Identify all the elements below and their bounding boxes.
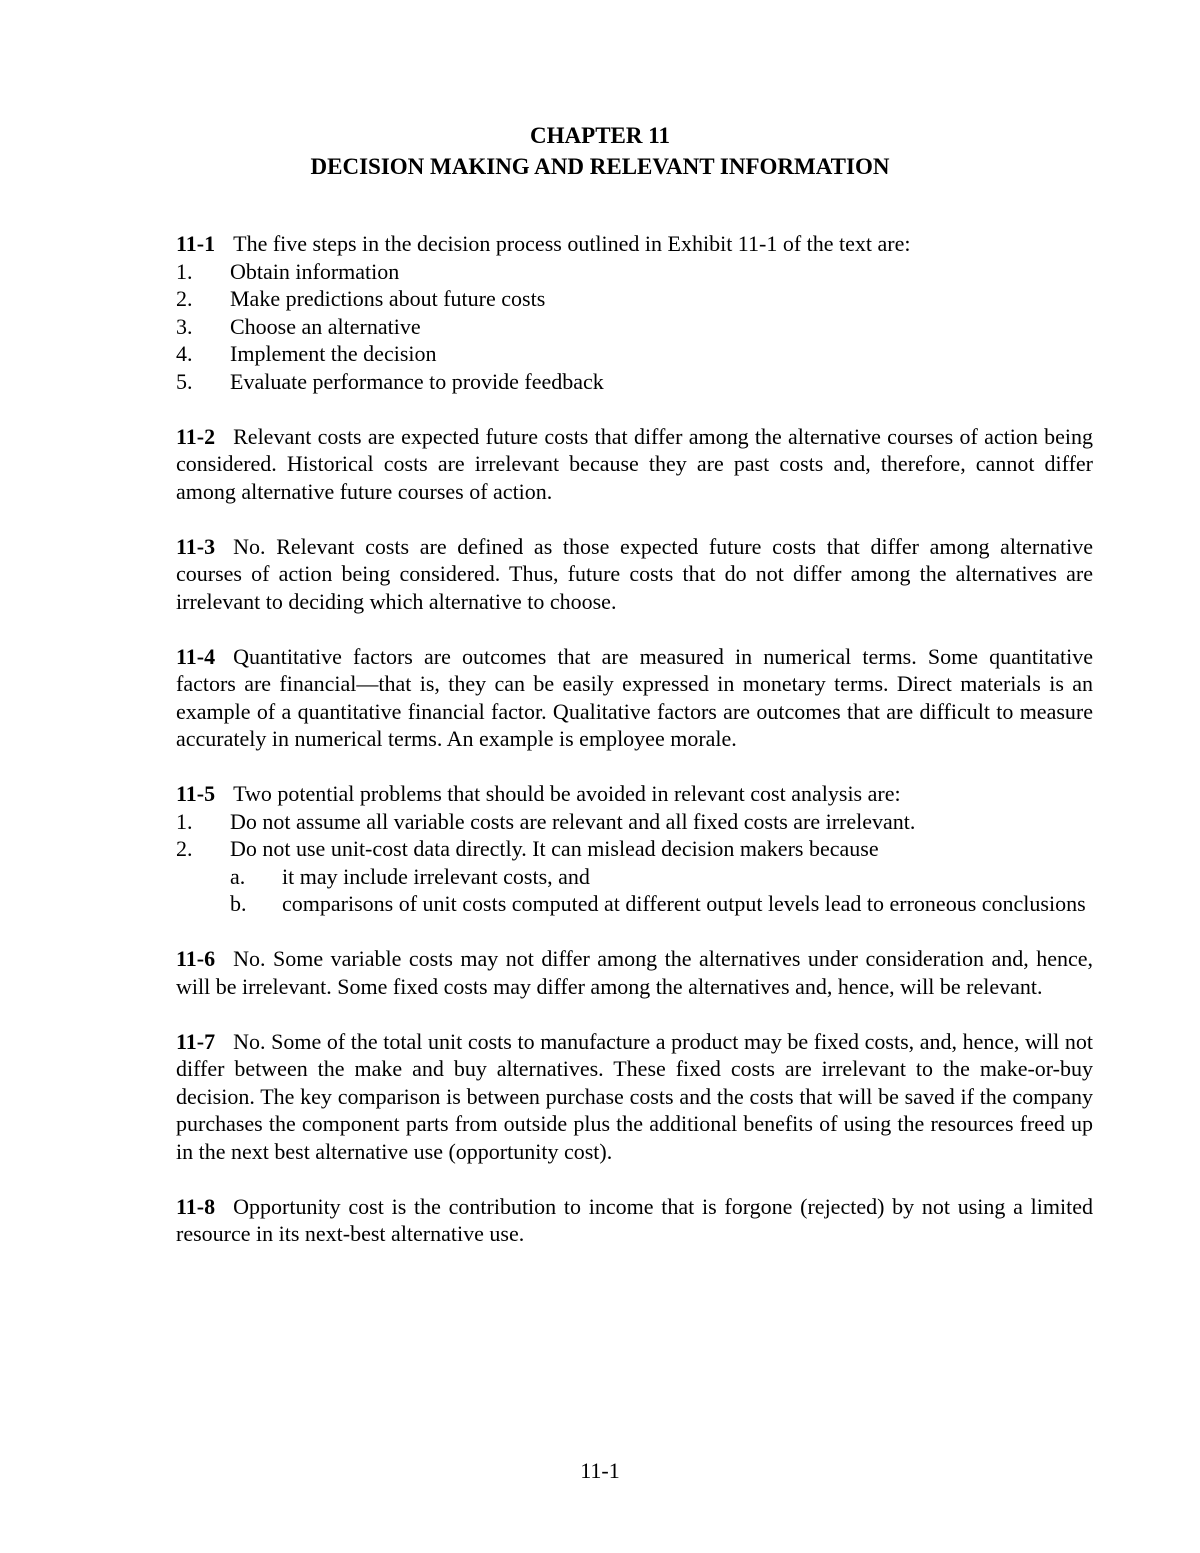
answer-number: 11-8 xyxy=(176,1193,216,1219)
list-item xyxy=(176,285,1093,313)
list-item xyxy=(176,258,1093,286)
answer-11-6 xyxy=(176,945,1093,1000)
answer-number: 11-5 xyxy=(176,781,216,806)
answer-11-4 xyxy=(176,643,1093,753)
answer-text: The five steps in the decision process outlined in Exhibit 11-1 of the text are: xyxy=(233,231,911,256)
list-item xyxy=(176,368,1093,396)
steps-list xyxy=(176,258,1093,396)
chapter-title: DECISION MAKING AND RELEVANT INFORMATION xyxy=(310,154,890,179)
answers-content xyxy=(176,230,1093,1275)
answer-text: No. Some of the total unit costs to manufacture a product may be fixed costs, and, hence, will not differ between the make and buy alternatives. These fixed costs are irrelevant to the make-or-buy decision. The key comparison is between purchase costs and the costs that will be saved if the company purchases the component parts from outside plus the additional benefits of using the resources freed up in the next best alternative use (opportunity cost). xyxy=(176,1028,1093,1164)
sub-list-text: comparisons of unit costs computed at different output levels lead to erroneous conclusions xyxy=(282,891,1086,916)
answer-11-5 xyxy=(176,780,1093,808)
answer-number: 11-3 xyxy=(176,533,216,559)
title-block xyxy=(0,120,1200,182)
problems-list xyxy=(176,808,1093,918)
sub-list-letter: b. xyxy=(230,891,247,916)
answer-number: 11-2 xyxy=(176,423,216,449)
list-item xyxy=(176,835,1093,863)
sub-list-letter: a. xyxy=(230,863,246,889)
list-item xyxy=(176,340,1093,368)
page-number: 11-1 xyxy=(580,1458,620,1483)
list-text: Do not assume all variable costs are relevant and all fixed costs are irrelevant. xyxy=(230,808,916,834)
list-number: 4. xyxy=(176,341,193,366)
list-number: 2. xyxy=(176,836,193,861)
list-text: Make predictions about future costs xyxy=(230,286,546,311)
list-text: Evaluate performance to provide feedback xyxy=(230,368,604,394)
answer-text: No. Relevant costs are defined as those expected future costs that differ among alternative courses of action being considered. Thus, future costs that do not differ among the alternatives are irrelevant to deciding which alternative to choose. xyxy=(176,533,1093,614)
answer-number: 11-6 xyxy=(176,946,216,971)
sub-list-text: it may include irrelevant costs, and xyxy=(282,863,590,889)
chapter-heading: CHAPTER 11 xyxy=(530,123,670,148)
answer-11-1 xyxy=(176,230,1093,258)
sub-list-item xyxy=(176,863,1093,891)
answer-11-2 xyxy=(176,423,1093,506)
answer-11-3 xyxy=(176,533,1093,616)
list-number: 1. xyxy=(176,258,193,284)
list-text: Implement the decision xyxy=(230,341,437,366)
sub-list-item xyxy=(176,890,1093,918)
answer-text: Opportunity cost is the contribution to income that is forgone (rejected) by not using a limited resource in its next-best alternative use. xyxy=(176,1193,1093,1246)
answer-text: Quantitative factors are outcomes that are measured in numerical terms. Some quantitative factors are financial—that is, they can be easily expressed in monetary terms. Direct materials is an example of a quantitative financial factor. Qualitative factors are outcomes that are difficult to measure accurately in numerical terms. An example is employee morale. xyxy=(176,643,1093,751)
answer-11-7 xyxy=(176,1028,1093,1166)
answer-11-8 xyxy=(176,1193,1093,1248)
list-number: 2. xyxy=(176,286,193,311)
list-item xyxy=(176,313,1093,341)
list-number: 5. xyxy=(176,368,193,394)
answer-number: 11-1 xyxy=(176,231,216,256)
answer-number: 11-4 xyxy=(176,643,216,669)
list-number: 1. xyxy=(176,808,193,834)
list-text: Do not use unit-cost data directly. It can mislead decision makers because xyxy=(230,836,879,861)
answer-number: 11-7 xyxy=(176,1028,216,1054)
answer-text: Two potential problems that should be avoided in relevant cost analysis are: xyxy=(233,781,901,806)
answer-text: No. Some variable costs may not differ among the alternatives under consideration and, hence, will be irrelevant. Some fixed costs may differ among the alternatives and, hence, will be relevant. xyxy=(176,946,1093,999)
list-text: Obtain information xyxy=(230,258,400,284)
list-item xyxy=(176,808,1093,836)
list-text: Choose an alternative xyxy=(230,313,421,339)
answer-text: Relevant costs are expected future costs that differ among the alternative courses of action being considered. Historical costs are irrelevant because they are past costs and, therefore, cannot differ among alternative future courses of action. xyxy=(176,423,1093,504)
list-number: 3. xyxy=(176,313,193,339)
